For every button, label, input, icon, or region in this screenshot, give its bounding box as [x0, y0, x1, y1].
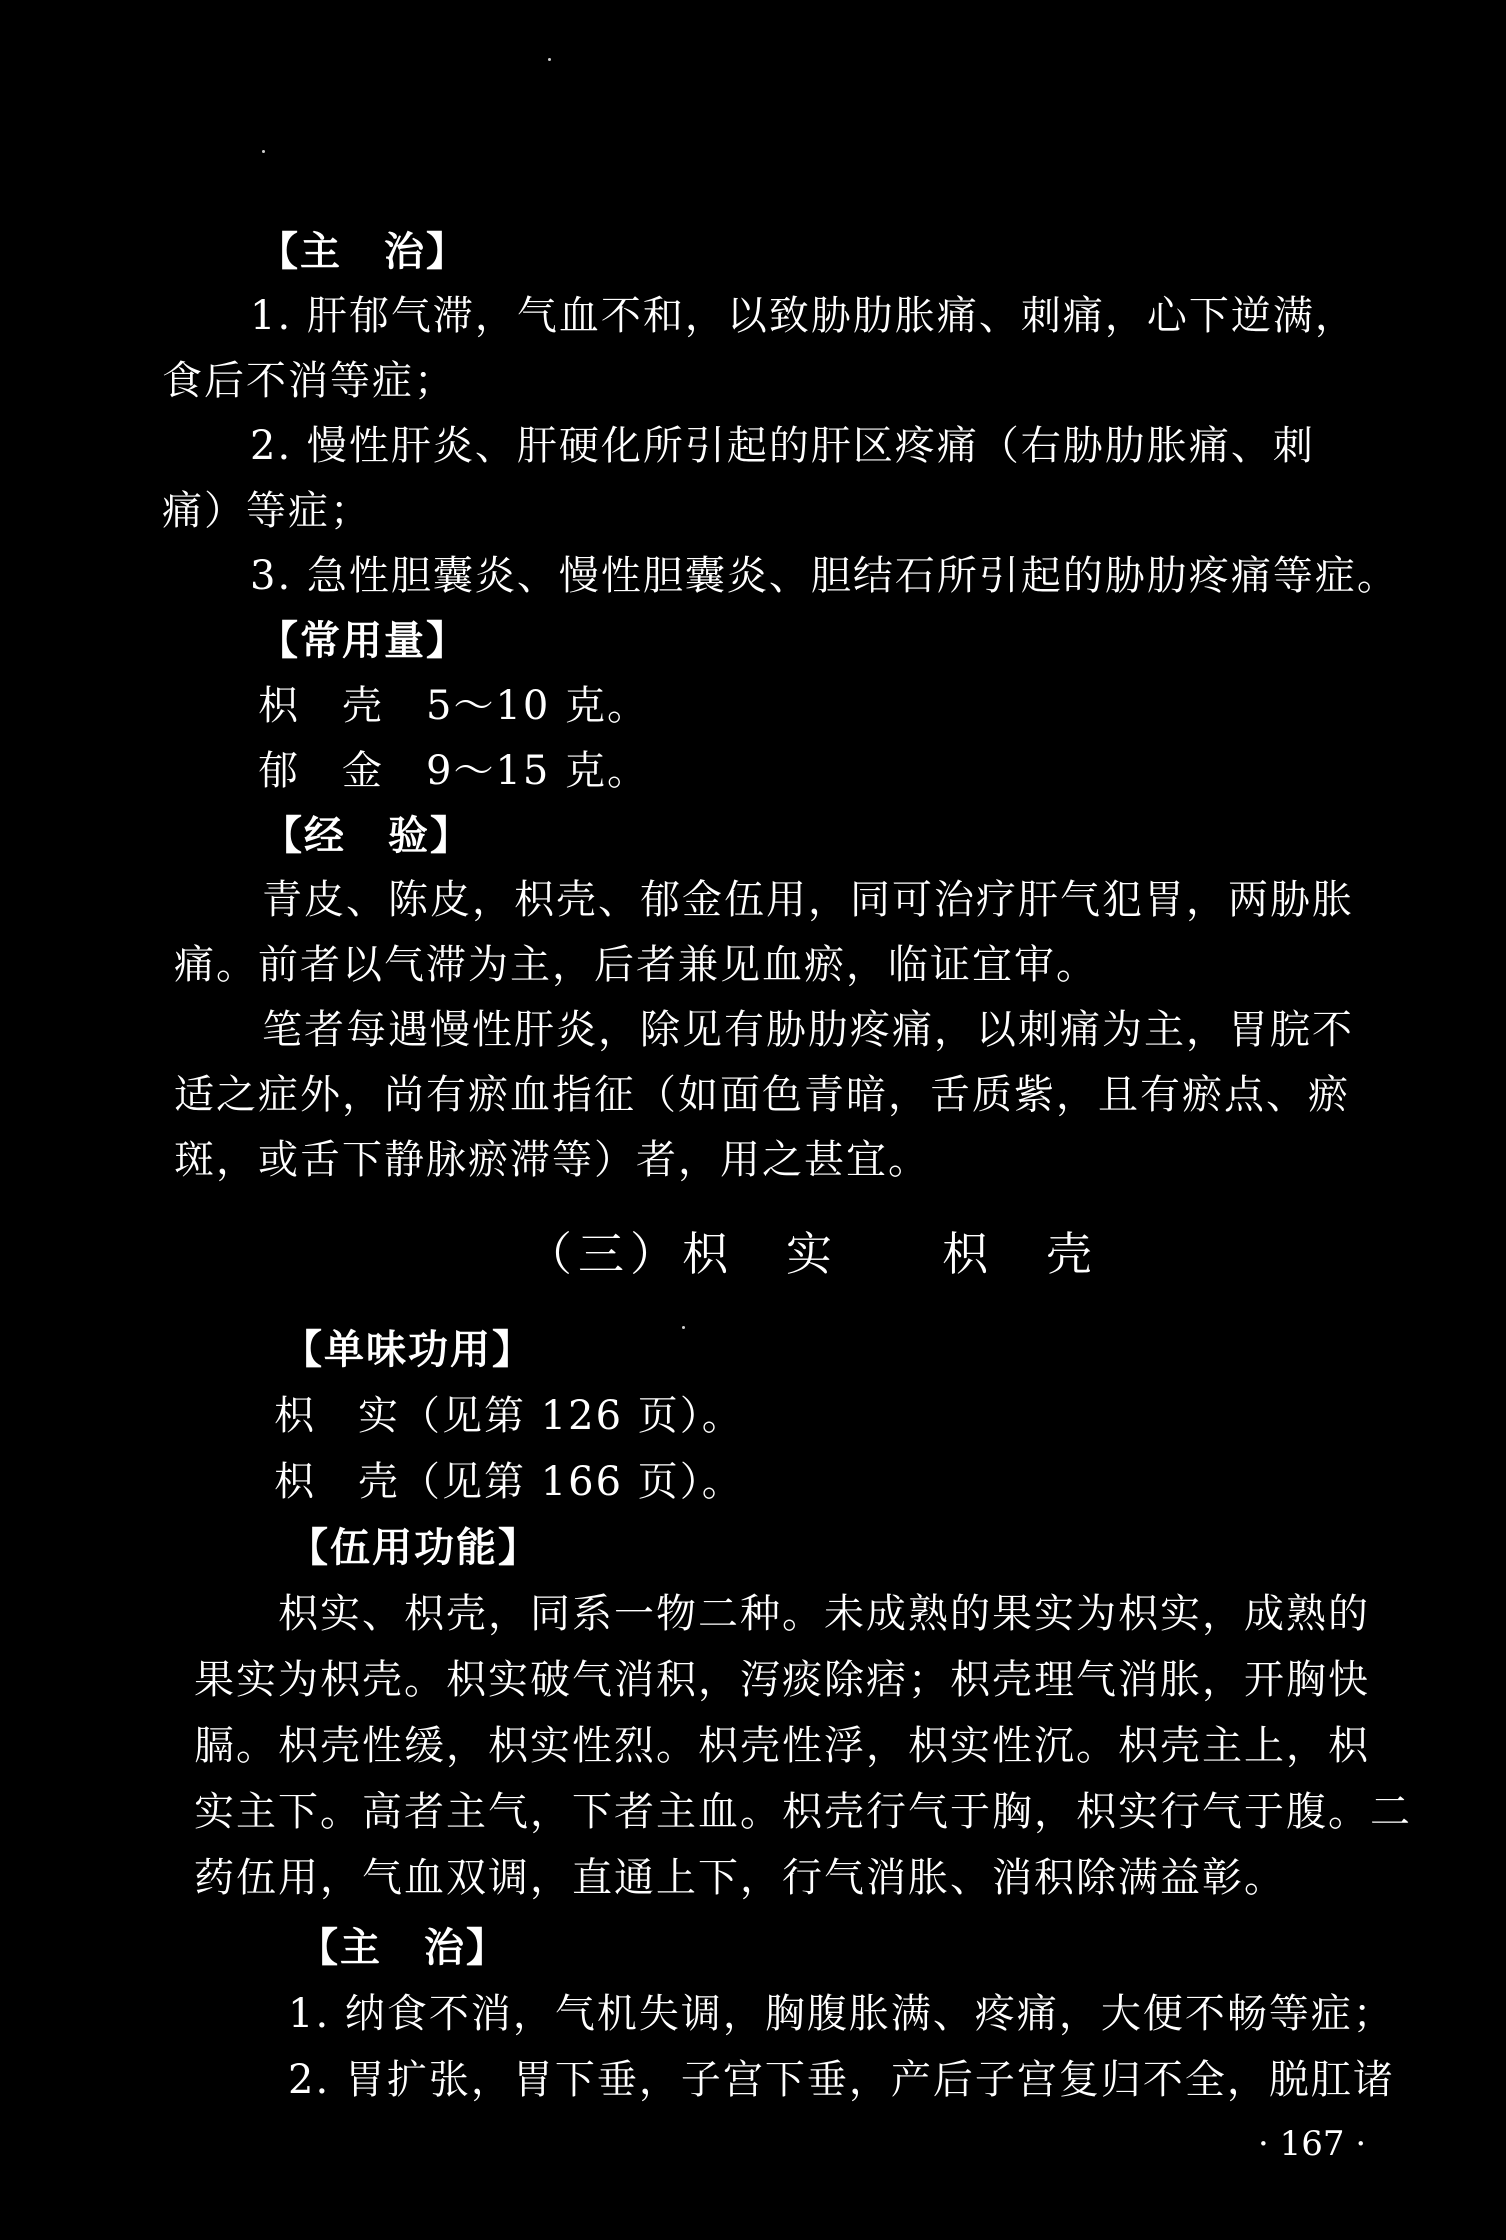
text-line: 痛。前者以气滞为主，后者兼见血瘀，临证宜审。: [174, 942, 1098, 988]
text-line: 适之症外，尚有瘀血指征（如面色青暗，舌质紫，且有瘀点、瘀: [174, 1072, 1350, 1118]
scan-speck: [682, 1326, 685, 1329]
text-line: 枳 壳（见第 166 页）。: [274, 1459, 744, 1505]
text-line: 1. 纳食不消，气机失调，胸腹胀满、疼痛，大便不畅等症；: [288, 1991, 1395, 2037]
text-line: 痛）等症；: [162, 488, 372, 534]
heading-dosage: 【常用量】: [258, 617, 468, 664]
heading-indications: 【主 治】: [258, 228, 468, 275]
heading-combined-function: 【伍用功能】: [288, 1524, 540, 1571]
text-line: 实主下。高者主气，下者主血。枳壳行气于胸，枳实行气于腹。二: [194, 1789, 1412, 1835]
heading-experience: 【经 验】: [262, 812, 472, 859]
page-number: · 167 ·: [1258, 2124, 1367, 2164]
text-line: 膈。枳壳性缓，枳实性烈。枳壳性浮，枳实性沉。枳壳主上，枳: [194, 1723, 1370, 1769]
dosage-line: 枳 壳 5～10 克。: [258, 683, 650, 729]
text-line: 枳 实（见第 126 页）。: [274, 1393, 744, 1439]
text-line: 青皮、陈皮，枳壳、郁金伍用，同可治疗肝气犯胃，两胁胀: [262, 877, 1354, 923]
section-title: （三）枳 实 枳 壳: [526, 1227, 1098, 1281]
heading-indications-2: 【主 治】: [298, 1924, 508, 1971]
scan-speck: [548, 58, 551, 61]
text-line: 枳实、枳壳，同系一物二种。未成熟的果实为枳实，成熟的: [278, 1591, 1370, 1637]
scan-speck: [262, 150, 265, 153]
text-line: 1. 肝郁气滞，气血不和，以致胁肋胀痛、刺痛，心下逆满，: [250, 293, 1357, 339]
text-line: 2. 慢性肝炎、肝硬化所引起的肝区疼痛（右胁肋胀痛、刺: [250, 423, 1315, 469]
text-line: 2. 胃扩张，胃下垂，子宫下垂，产后子宫复归不全，脱肛诸: [288, 2057, 1395, 2103]
text-line: 药伍用，气血双调，直通上下，行气消胀、消积除满益彰。: [194, 1855, 1286, 1901]
dosage-line: 郁 金 9～15 克。: [258, 748, 650, 794]
heading-single-use: 【单味功用】: [282, 1326, 534, 1373]
text-line: 3. 急性胆囊炎、慢性胆囊炎、胆结石所引起的胁肋疼痛等症。: [250, 553, 1399, 599]
text-line: 果实为枳壳。枳实破气消积，泻痰除痞；枳壳理气消胀，开胸快: [194, 1657, 1370, 1703]
text-line: 食后不消等症；: [162, 358, 456, 404]
text-line: 笔者每遇慢性肝炎，除见有胁肋疼痛，以刺痛为主，胃脘不: [262, 1007, 1354, 1053]
text-line: 斑，或舌下静脉瘀滞等）者，用之甚宜。: [174, 1137, 930, 1183]
